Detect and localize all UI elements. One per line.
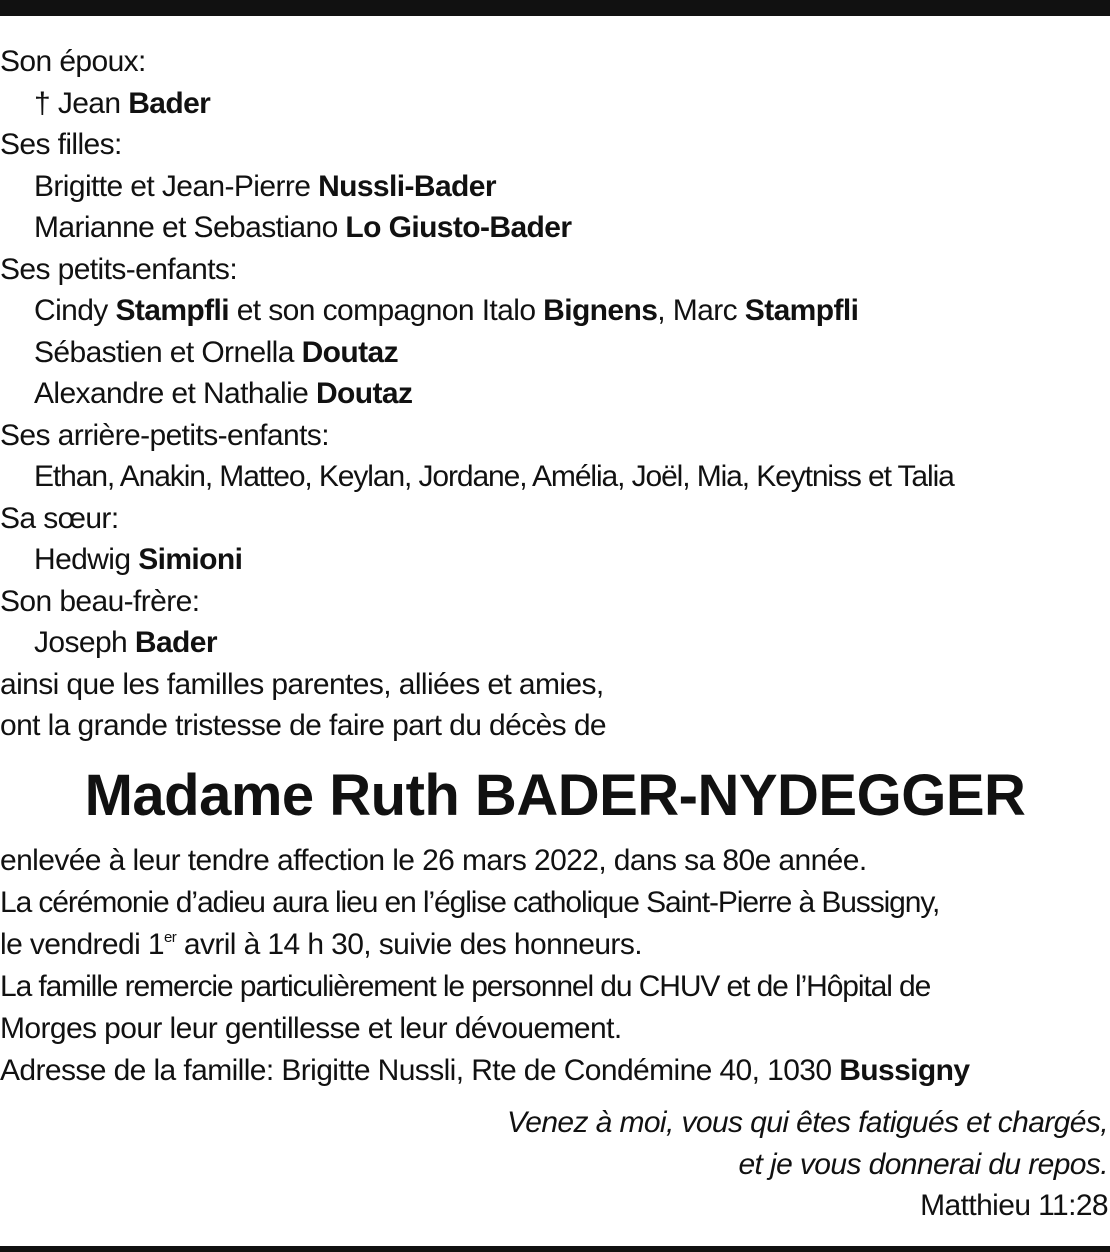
brother-in-law-name: Joseph <box>34 626 135 659</box>
grandchild-surname: Doutaz <box>315 377 413 410</box>
ceremony-date-line <box>0 924 1110 966</box>
spouse-heading: Son époux: <box>0 45 146 78</box>
grandchild-surname: Stampfli <box>115 294 229 327</box>
grandchild-name: et son compagnon Italo <box>228 294 544 327</box>
verse-reference: Matthieu 11:28 <box>920 1189 1108 1222</box>
grandchild-surname: Stampfli <box>744 294 859 327</box>
bible-verse <box>507 1102 1108 1227</box>
grandchild-names: Alexandre et Nathalie <box>34 377 316 410</box>
closing-line: ainsi que les familles parentes, alliées et amies, <box>0 667 604 701</box>
brother-in-law-entry <box>0 622 1110 664</box>
daughters-heading: Ses filles: <box>0 128 122 161</box>
verse-line: Venez à moi, vous qui êtes fatigués et chargés, <box>506 1106 1108 1139</box>
bottom-rule <box>0 1246 1110 1252</box>
deceased-name: Madame Ruth BADER-NYDEGGER <box>84 763 1026 828</box>
great-grandchildren-heading: Ses arrière-petits-enfants: <box>0 418 329 452</box>
daughter-entry <box>0 166 1110 208</box>
grandchildren-heading: Ses petits-enfants: <box>0 252 238 286</box>
thanks-line: La famille remercie particulièrement le personnel du CHUV et de l’Hôpital de <box>0 970 931 1003</box>
sister-heading: Sa sœur: <box>0 501 119 535</box>
daughter-surname: Lo Giusto-Bader <box>345 211 572 244</box>
grandchild-entry <box>0 290 1110 332</box>
daughter-surname: Nussli-Bader <box>318 169 496 203</box>
verse-line: et je vous donnerai du repos. <box>738 1147 1108 1181</box>
top-rule <box>0 0 1110 16</box>
grandchild-name: , Marc <box>657 294 745 327</box>
grandchild-names: Sébastien et Ornella <box>34 335 302 369</box>
thanks-line: Morges pour leur gentillesse et leur dévouement. <box>0 1012 622 1045</box>
sister-entry <box>0 539 1110 581</box>
sister-surname: Simioni <box>138 543 243 576</box>
grandchild-surname: Doutaz <box>301 335 398 369</box>
family-list <box>0 41 1110 747</box>
spouse-surname: Bader <box>128 86 211 120</box>
spouse-entry <box>0 83 1110 125</box>
daughter-names: Marianne et Sebastiano <box>34 211 346 244</box>
address-text: Adresse de la famille: Brigitte Nussli, Rte de Condémine 40, 1030 <box>0 1054 840 1087</box>
brother-in-law-surname: Bader <box>134 626 217 659</box>
daughter-names: Brigitte et Jean-Pierre <box>34 169 319 203</box>
sister-name: Hedwig <box>34 543 139 576</box>
brother-in-law-heading: Son beau-frère: <box>0 584 200 618</box>
ceremony-time-text: avril à 14 h 30, suivie des honneurs. <box>176 928 642 961</box>
ceremony-line: La cérémonie d’adieu aura lieu en l’église catholique Saint-Pierre à Bussigny, <box>0 886 940 919</box>
death-date-line: enlevée à leur tendre affection le 26 mars 2022, dans sa 80e année. <box>0 844 867 877</box>
grandchild-entry <box>0 373 1110 415</box>
ordinal-superscript: er <box>163 929 177 946</box>
great-grandchildren-names: Ethan, Anakin, Matteo, Keylan, Jordane, Amélia, Joël, Mia, Keytniss et Talia <box>34 460 954 493</box>
closing-line: ont la grande tristesse de faire part du décès de <box>0 709 606 742</box>
grandchild-name: Cindy <box>34 294 116 327</box>
grandchild-surname: Bignens <box>543 294 658 327</box>
ceremony-date-text: le vendredi 1 <box>0 928 164 961</box>
funeral-details <box>0 840 1110 1092</box>
grandchild-entry <box>0 332 1110 374</box>
daughter-entry <box>0 207 1110 249</box>
family-address <box>0 1050 1110 1092</box>
address-town: Bussigny <box>839 1054 970 1087</box>
spouse-prefix: † Jean <box>34 86 129 120</box>
